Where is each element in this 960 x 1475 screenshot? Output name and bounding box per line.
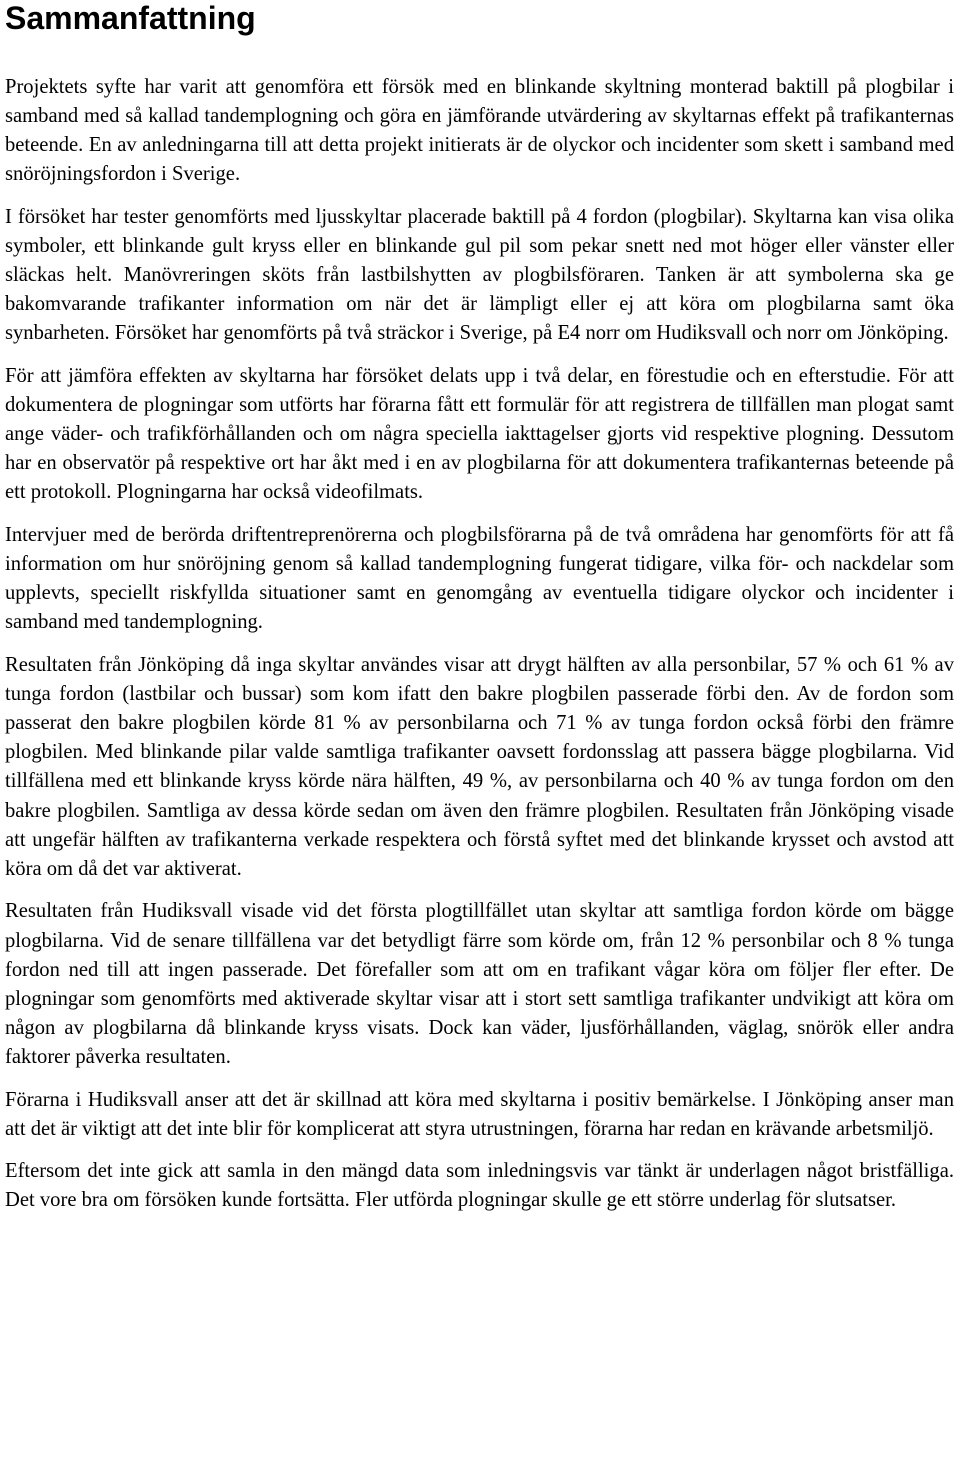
- paragraph-results-hudiksvall: Resultaten från Hudiksvall visade vid det första plogtillfället utan skyltar att samtliga fordon körde om bägge plogbilarna. Vid de senare tillfällena var det betydligt färre som körde om, från 12 % personbilar och 8 % tunga fordon ned till att ingen passerade. Det förefaller som att om en trafikant vågar köra om följer fler efter. De plogningar som genomförts med aktiverade skyltar visar att i stort sett samtliga trafikanter undvikigt att köra om någon av plogbilarna då blinkande kryss visats. Dock kan väder, ljusförhållanden, väglag, snörök eller andra faktorer påverka resultaten.: [5, 900, 954, 1068]
- paragraph-conclusion: Eftersom det inte gick att samla in den mängd data som inledningsvis var tänkt är underlagen något bristfälliga. Det vore bra om försöken kunde fortsätta. Fler utförda plogningar skulle ge ett större underlag för slutsatser.: [5, 1160, 954, 1212]
- summary-body: [5, 73, 954, 1216]
- paragraph-test-setup: I försöket har tester genomförts med ljusskyltar placerade baktill på 4 fordon (plogbilar). Skyltarna kan visa olika symboler, ett blinkande gult kryss eller en blinkande gul pil som pekar snett ned mot höger eller vänster eller släckas helt. Manövreringen sköts från lastbilshytten av plogbilsföraren. Tanken är att symbolerna ska ge bakomvarande trafikanter information om när det är lämpligt eller ej att köra om plogbilarna samt öka synbarheten. Försöket har genomförts på två sträckor i Sverige, på E4 norr om Hudiksvall och norr om Jönköping.: [5, 205, 954, 345]
- page-title: Sammanfattning: [5, 0, 256, 36]
- paragraph-driver-opinions: Förarna i Hudiksvall anser att det är skillnad att köra med skyltarna i positiv bemärkelse. I Jönköping anser man att det är viktigt att det inte blir för komplicerat att styra utrustningen, förarna har redan en krävande arbetsmiljö.: [5, 1088, 954, 1140]
- paragraph-purpose: Projektets syfte har varit att genomföra ett försök med en blinkande skyltning monterad baktill på plogbilar i samband med så kallad tandemplogning och göra en jämförande utvärdering av skyltarnas effekt på trafikanternas beteende. En av anledningarna till att detta projekt initierats är de olyckor och incidenter som skett i samband med snöröjningsfordon i Sverige.: [5, 76, 954, 186]
- paragraph-study-design: För att jämföra effekten av skyltarna har försöket delats upp i två delar, en förestudie och en efterstudie. För att dokumentera de plogningar som utförts har förarna fått ett formulär för att registrera de tillfällen man plogat samt ange väder- och trafikförhållanden och om några speciella iakttagelser gjorts vid respektive plogning. Dessutom har en observatör på respektive ort har åkt med i en av plogbilarna för att dokumentera trafikanternas beteende på ett protokoll. Plogningarna har också videofilmats.: [5, 365, 954, 504]
- paragraph-results-jonkoping: Resultaten från Jönköping då inga skyltar användes visar att drygt hälften av alla personbilar, 57 % och 61 % av tunga fordon (lastbilar och bussar) som kom ifatt den bakre plogbilen passerade förbi den. Av de fordon som passerat den bakre plogbilen körde 81 % av personbilarna och 71 % av tunga fordon också förbi den främre plogbilen. Med blinkande pilar valde samtliga trafikanter oavsett fordonsslag att passera bägge plogbilarna. Vid tillfällena med ett blinkande kryss körde nära hälften, 49 %, av personbilarna och 40 % av tunga fordon om den bakre plogbilen. Samtliga av dessa körde sedan om även den främre plogbilen. Resultaten från Jönköping visade att ungefär hälften av trafikanterna verkade respektera och förstå syftet med det blinkande krysset och avstod att köra om då det var aktiverat.: [5, 654, 954, 880]
- paragraph-interviews: Intervjuer med de berörda driftentreprenörerna och plogbilsförarna på de två områdena har genomförts för att få information om hur snöröjning genom så kallad tandemplogning fungerat tidigare, vilka för- och nackdelar som upplevts, speciellt riskfyllda situationer samt en genomgång av eventuella tidigare olyckor och incidenter i samband med tandemplogning.: [5, 524, 954, 634]
